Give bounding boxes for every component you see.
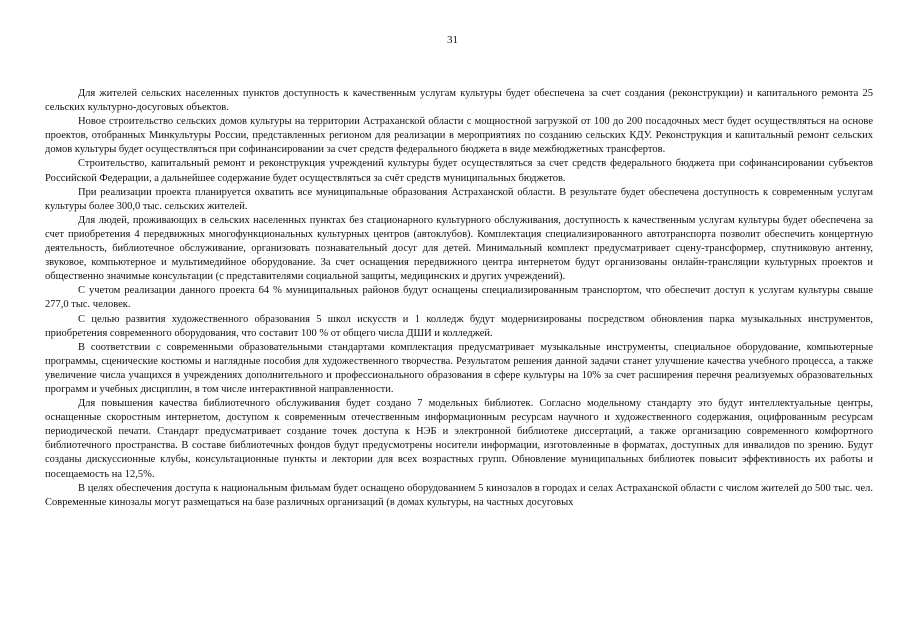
paragraph: Новое строительство сельских домов культуры на территории Астраханской области с мощностной загрузкой от 100 до 200 посадочных мест будет осуществляться на основе проектов, отобранных Минкультуры России, представленных регионом для реализации в мероприятиях по созданию сельских КДУ. Реконструкция и капитальный ремонт сельских домов культуры будет осуществляться при софинансировании за счет средств федерального бюджета в виде межбюджетных трансфертов. [45,116,873,156]
paragraph: Для повышения качества библиотечного обслуживания будет создано 7 модельных библиотек. Согласно модельному стандарту это будут интеллектуальные центры, оснащенные скоростным интернетом, доступом к современным отечественным информационным ресурсам научного и художественного содержания, оцифрованным ресурсам периодической печати. Стандарт предусматривает создание точек доступа к НЭБ и электронной библиотеке диссертаций, а также организацию современного комфортного библиотечного пространства. В составе библиотечных фондов будут предусмотрены носители информации, изготовленные в форматах, доступных для инвалидов по зрению. Будут созданы дискуссионные клубы, консультационные пункты и лектории для всех возрастных групп. Обновление муниципальных библиотек повысит эффективность их работы и посещаемость на 12,5%. [45,398,873,480]
document-body [45,87,873,510]
paragraph: Строительство, капитальный ремонт и реконструкция учреждений культуры будет осуществляться за счет средств федерального бюджета при софинансировании субъектов Российской Федерации, а дальнейшее содержание будет осуществляться за счёт средств муниципальных бюджетов. [45,158,873,184]
paragraph: Для жителей сельских населенных пунктов доступность к качественным услугам культуры будет обеспечена за счет создания (реконструкции) и капитального ремонта 25 сельских культурно-досуговых объектов. [45,88,873,114]
paragraph: С целью развития художественного образования 5 школ искусств и 1 колледж будут модернизированы посредством обновления парка музыкальных инструментов, приобретения современного оборудования, что составит 100 % от общего числа ДШИ и колледжей. [45,313,873,339]
paragraph: В соответствии с современными образовательными стандартами комплектация предусматривает музыкальные инструменты, специальное оборудование, компьютерные программы, сценические костюмы и наглядные пособия для художественного творчества. Результатом решения данной задачи станет улучшение качества учебного процесса, а также увеличение числа учащихся в учреждениях дополнительного и профессионального образования в сфере культуры на 10% за счет расширения перечня реализуемых образовательных программ и учебных дисциплин, в том числе интерактивной направленности. [45,341,873,395]
paragraph: В целях обеспечения доступа к национальным фильмам будет оснащено оборудованием 5 кинозалов в городах и селах Астраханской области с числом жителей до 500 тыс. чел. Современные кинозалы могут размещаться на базе различных организаций (в домах культуры, на частных досуговых [45,482,873,508]
page-number: 31 [447,34,458,46]
paragraph: Для людей, проживающих в сельских населенных пунктах без стационарного культурного обслуживания, доступность к качественным услугам культуры будет обеспечена за счет приобретения 4 передвижных многофункциональных культурных центров (автоклубов). Комплектация специализированного автотранспорта позволит обеспечить концертную деятельность, библиотечное обслуживание, организовать познавательный досуг для детей. Минимальный комплект предусматривает сцену-трансформер, спутниковую антенну, звуковое, компьютерное и мультимедийное оборудование. За счет оснащения передвижного центра интернетом будут организованы онлайн-трансляции культурных проектов и общественно значимые консультации (с представителями социальной защиты, медицинских и других учреждений). [45,214,873,283]
paragraph: При реализации проекта планируется охватить все муниципальные образования Астраханской области. В результате будет обеспечена доступность к современным услугам культуры более 300,0 тыс. сельских жителей. [45,186,873,212]
paragraph: С учетом реализации данного проекта 64 % муниципальных районов будут оснащены специализированным транспортом, что обеспечит доступ к услугам культуры свыше 277,0 тыс. человек. [45,285,873,311]
